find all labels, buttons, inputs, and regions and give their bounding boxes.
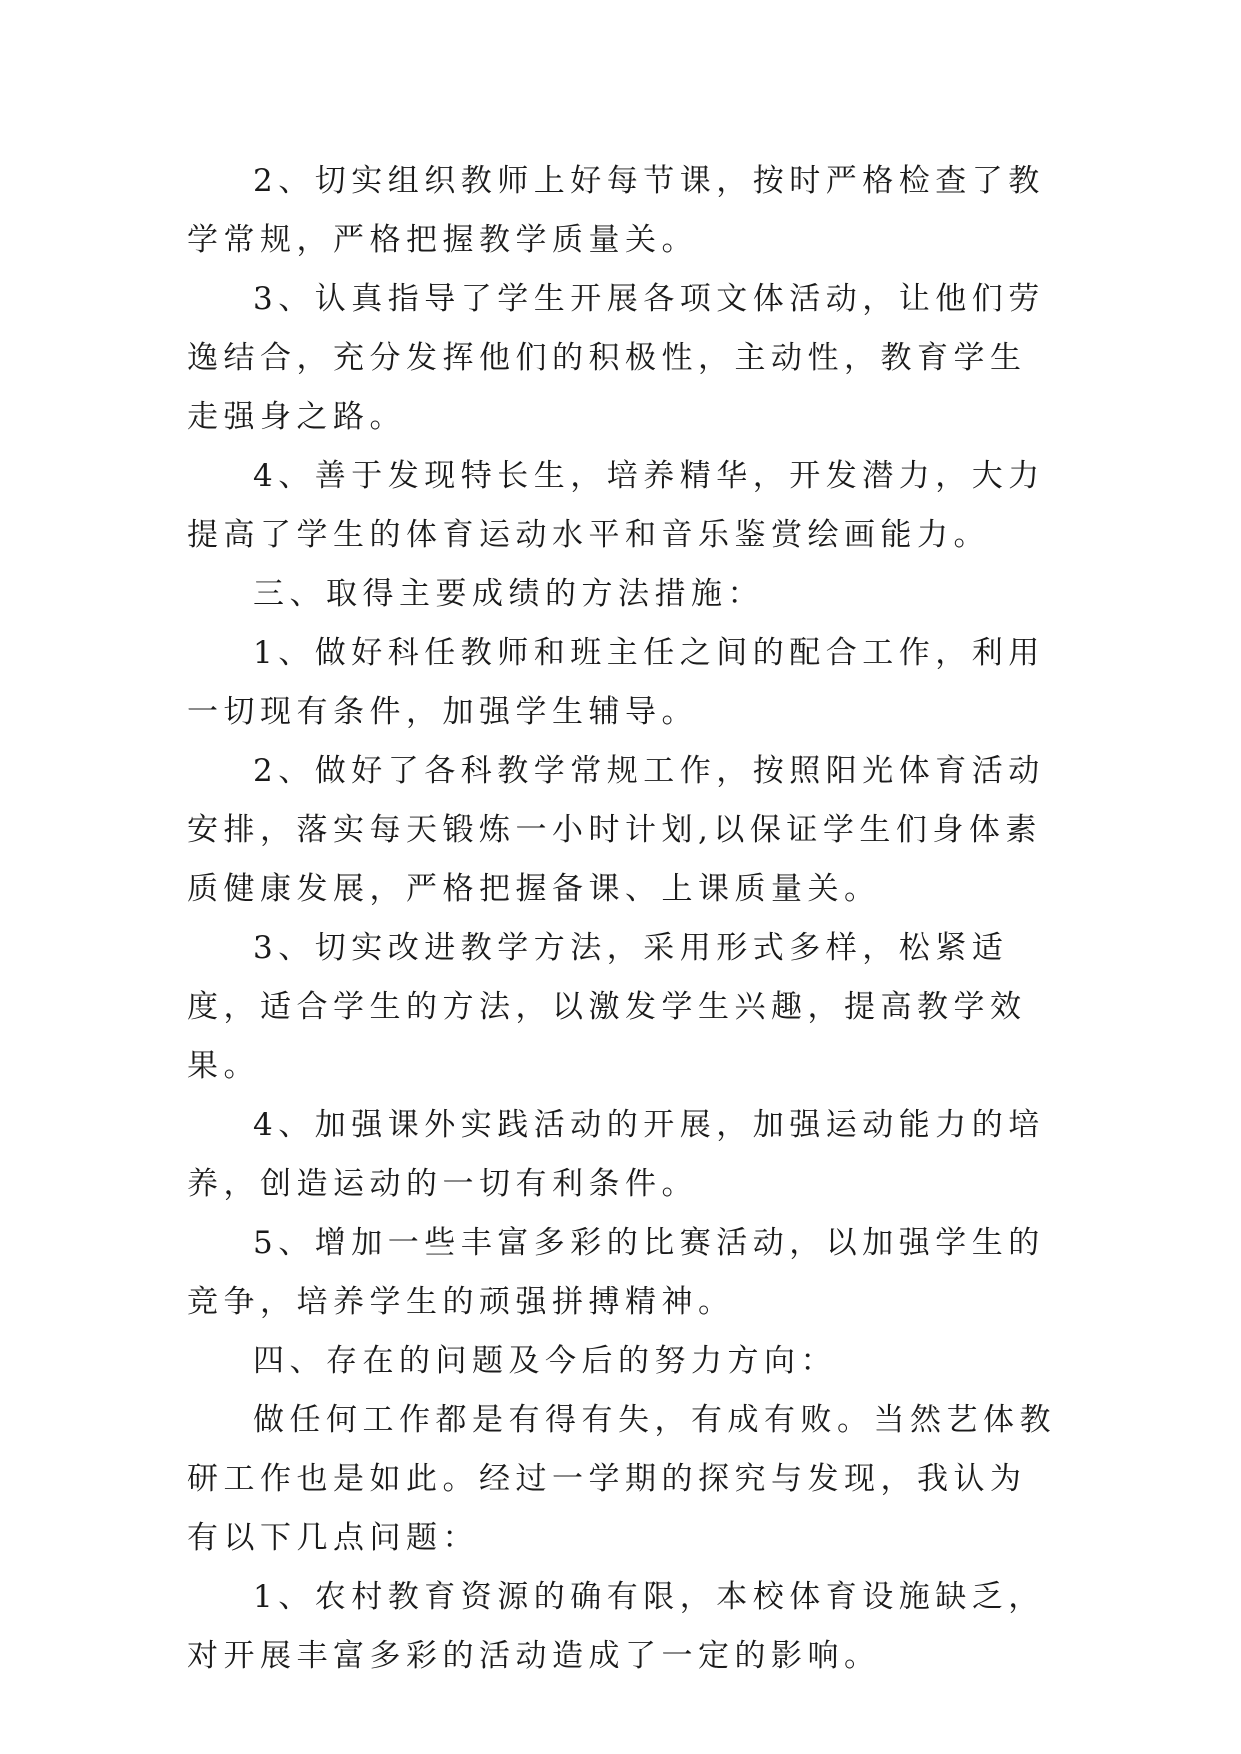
paragraph-item-3: 3、认真指导了学生开展各项文体活动，让他们劳逸结合，充分发挥他们的积极性，主动性，教育学生走强身之路。 bbox=[187, 281, 1045, 435]
method-item-3: 3、切实改进教学方法，采用形式多样，松紧适度，适合学生的方法，以激发学生兴趣，提高教学效果。 bbox=[187, 930, 1027, 1084]
paragraph-item-2: 2、切实组织教师上好每节课，按时严格检查了教学常规，严格把握教学质量关。 bbox=[187, 163, 1045, 258]
method-item-2: 2、做好了各科教学常规工作，按照阳光体育活动安排，落实每天锻炼一小时计划,以保证学生们身体素质健康发展，严格把握备课、上课质量关。 bbox=[187, 753, 1045, 907]
section-heading-methods: 三、取得主要成绩的方法措施： bbox=[253, 576, 764, 612]
section-heading-problems: 四、存在的问题及今后的努力方向： bbox=[253, 1343, 837, 1379]
document-body bbox=[187, 152, 1057, 1686]
method-item-5: 5、增加一些丰富多彩的比赛活动，以加强学生的竞争，培养学生的顽强拼搏精神。 bbox=[187, 1225, 1045, 1320]
method-item-1: 1、做好科任教师和班主任之间的配合工作，利用一切现有条件，加强学生辅导。 bbox=[187, 635, 1045, 730]
method-item-4: 4、加强课外实践活动的开展，加强运动能力的培养，创造运动的一切有利条件。 bbox=[187, 1107, 1045, 1202]
problems-intro-paragraph: 做任何工作都是有得有失，有成有败。当然艺体教研工作也是如此。经过一学期的探究与发现，我认为有以下几点问题： bbox=[187, 1402, 1056, 1556]
paragraph-item-4: 4、善于发现特长生，培养精华，开发潜力，大力提高了学生的体育运动水平和音乐鉴赏绘画能力。 bbox=[187, 458, 1045, 553]
problem-item-1: 1、农村教育资源的确有限，本校体育设施缺乏，对开展丰富多彩的活动造成了一定的影响。 bbox=[187, 1579, 1045, 1674]
